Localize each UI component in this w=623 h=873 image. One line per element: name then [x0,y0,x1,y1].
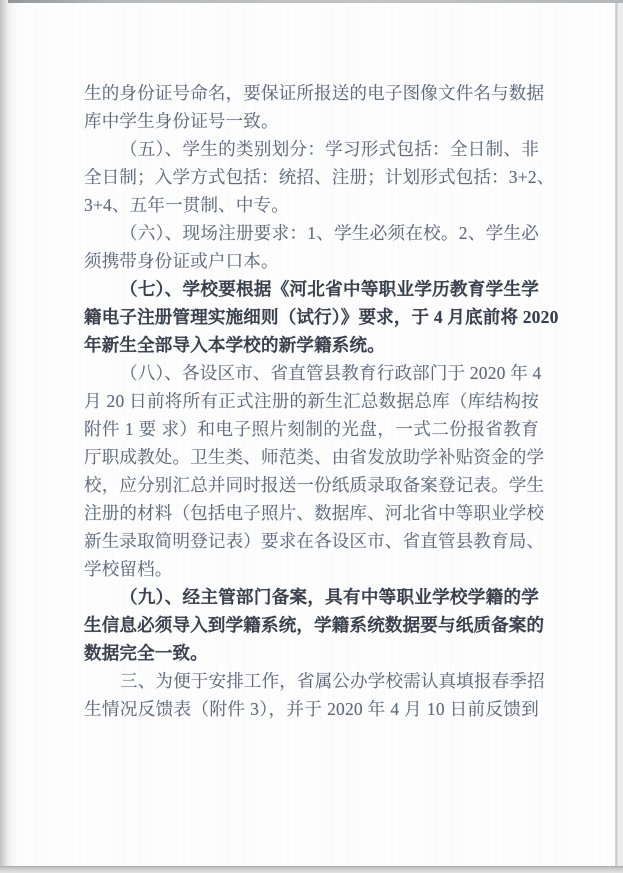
text-line: 库中学生身份证号一致。 [84,111,279,131]
text-line: 厅职成教处。卫生类、师范类、由省发放助学补贴资金的学 [84,447,545,467]
scan-edge-right [618,3,623,866]
text-line: （六）、现场注册要求：1、学生必须在校。2、学生必 [120,223,539,243]
document-text-block [84,79,559,723]
text-line: 月 20 日前将所有正式注册的新生汇总数据总库（库结构按 [84,391,539,411]
text-line: 年新生全部导入本学校的新学籍系统。 [84,335,385,355]
text-line: （九）、经主管部门备案，具有中等职业学校学籍的学 [120,587,539,607]
text-line: 籍电子注册管理实施细则（试行）》要求，于 4 月底前将 2020 [84,307,559,327]
scan-edge-left [0,0,8,866]
document-page [8,3,617,866]
text-line: 须携带身份证或户口本。 [84,251,279,271]
text-line: 学校留档。 [84,559,173,579]
text-line: （七）、学校要根据《河北省中等职业学历教育学生学 [120,279,539,299]
text-line: 新生录取简明登记表）要求在各设区市、省直管县教育局、 [84,531,545,551]
text-line: 生情况反馈表（附件 3），并于 2020 年 4 月 10 日前反馈到 [84,699,539,719]
text-line: 3+4、五年一贯制、中专。 [84,195,289,215]
text-line: 校，应分别汇总并同时报送一份纸质录取备案登记表。学生 [84,475,545,495]
text-line: 三、为便于安排工作，省属公办学校需认真填报春季招 [120,671,545,691]
text-line: 注册的材料（包括电子照片、数据库、河北省中等职业学校 [84,503,545,523]
text-line: 全日制；入学方式包括：统招、注册；计划形式包括：3+2、 [84,167,555,187]
text-line: （八）、各设区市、省直管县教育行政部门于 2020 年 4 [120,363,542,383]
paper-bottom-shadow [0,866,623,873]
text-line: 生信息必须导入到学籍系统，学籍系统数据要与纸质备案的 [84,615,545,635]
text-line: 数据完全一致。 [84,643,208,663]
text-line: 附件 1 要 求）和电子照片刻制的光盘，一式二份报省教育 [84,419,539,439]
text-line: （五）、学生的类别划分：学习形式包括：全日制、非 [120,139,539,159]
text-line: 生的身份证号命名，要保证所报送的电子图像文件名与数据 [84,83,545,103]
